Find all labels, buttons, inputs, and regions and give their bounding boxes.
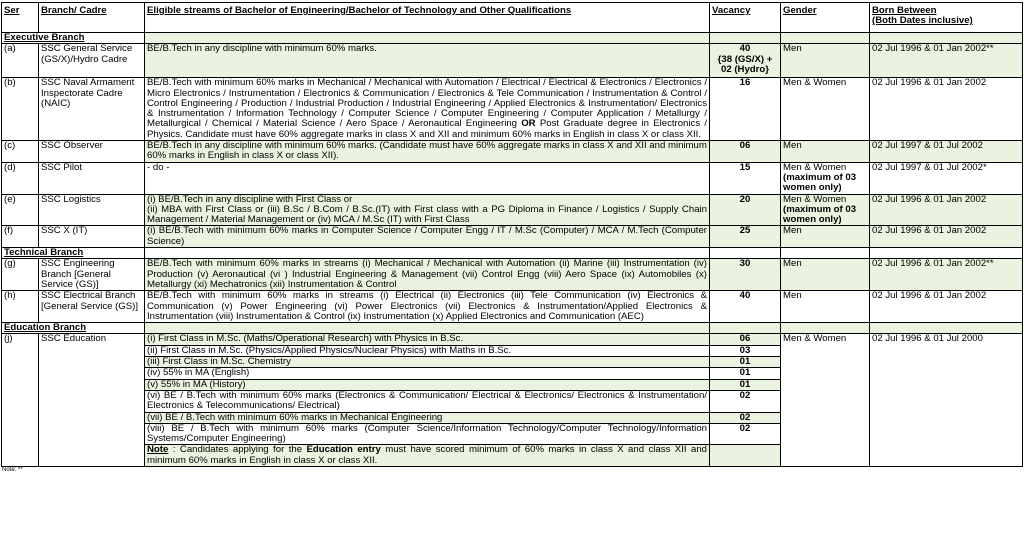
row-born: 02 Jul 1997 & 01 Jul 2002 bbox=[870, 141, 1023, 163]
table-row bbox=[2, 44, 1023, 78]
row-ser: (e) bbox=[2, 194, 39, 226]
row-gender bbox=[781, 194, 870, 226]
table-row bbox=[2, 194, 1023, 226]
education-note bbox=[145, 445, 710, 467]
row-vacancy: 15 bbox=[710, 162, 781, 194]
education-vacancy: 01 bbox=[710, 379, 781, 390]
section-technical bbox=[2, 248, 1023, 259]
section-title: Education Branch bbox=[2, 323, 145, 334]
row-gender: Men & Women bbox=[781, 78, 870, 141]
header-born-label: Born Between bbox=[872, 5, 937, 16]
row-branch: SSC X (IT) bbox=[39, 226, 145, 248]
row-ser: (g) bbox=[2, 259, 39, 291]
education-vacancy: 01 bbox=[710, 368, 781, 379]
education-row bbox=[2, 334, 1023, 345]
row-ser: (a) bbox=[2, 44, 39, 78]
streams-part-b: Post Graduate degree in Electronics / Physics. Candidate must have 60% aggregate marks in class X and XII and minimum 60% marks in English in class X or class XII. bbox=[147, 118, 707, 140]
note-text-b: must have scored minimum of 60% marks in class X and class XII and minimum 60% marks in English in class X or class XII. bbox=[147, 444, 707, 466]
table-row bbox=[2, 78, 1023, 141]
header-gender: Gender bbox=[781, 3, 870, 33]
row-vacancy: 16 bbox=[710, 78, 781, 141]
header-row bbox=[2, 3, 1023, 33]
row-branch: SSC Engineering Branch [General Service (GS)] bbox=[39, 259, 145, 291]
streams-line-2: (ii) MBA with First Class or (iii) B.Sc / B.Com / B.Sc.(IT) with First class with a PG Diploma in Finance / Logistics / Supply Chain Management / Material Management or (iv) MCA / M.Sc (IT) with First Class bbox=[147, 203, 707, 226]
gender-note: (maximum of 03 women only) bbox=[783, 203, 857, 226]
row-born: 02 Jul 1996 & 01 Jan 2002** bbox=[870, 44, 1023, 78]
row-born: 02 Jul 1996 & 01 Jan 2002 bbox=[870, 291, 1023, 323]
gender-note: (maximum of 03 women only) bbox=[783, 171, 857, 194]
table-row bbox=[2, 141, 1023, 163]
row-streams: BE/B.Tech with minimum 60% marks in streams (i) Mechanical / Mechanical with Automation (ii) Marine (iii) Instrumentation (iv) Production (v) Aeronautical (vi ) Industrial Engineering & Management (vii) Control Engg (viii) Aero Space (ix) Automobiles (x) Metallurgy (xi) Mechatronics (xii) Instrumentation & Control bbox=[145, 259, 710, 291]
education-item: (vii) BE / B.Tech with minimum 60% marks in Mechanical Engineering bbox=[145, 412, 710, 423]
education-item: (viii) BE / B.Tech with minimum 60% marks (Computer Science/Information Technology/Computer Technology/Information Systems/Computer Engineering) bbox=[145, 423, 710, 445]
education-vacancy: 03 bbox=[710, 345, 781, 356]
row-branch: SSC Logistics bbox=[39, 194, 145, 226]
row-branch: SSC Naval Armament Inspectorate Cadre (NAIC) bbox=[39, 78, 145, 141]
row-born: 02 Jul 1996 & 01 Jan 2002** bbox=[870, 259, 1023, 291]
row-ser: (h) bbox=[2, 291, 39, 323]
streams-part-a: BE/B.Tech with minimum 60% marks in Mechanical / Mechanical with Automation / Electrical / Electrical & Electronics / Electronics / Micro Electronics / Instrumentation / Electronics & Communication / Electronics & Tele Communication / Instrumentation & Control / Control Engineering / Production / Industrial Production / Industrial Engineering / Applied Electronics & Instrumentation/ Electronics & Instrumentation / Information Technology / Computer Science / Computer Engineering / Computer Application / Metallurgy / Metallurgical / Chemical / Material Science / Aero Space / Aeronautical Engineering bbox=[147, 77, 707, 130]
row-vacancy bbox=[710, 44, 781, 78]
section-title: Technical Branch bbox=[2, 248, 145, 259]
row-streams bbox=[145, 78, 710, 141]
row-born: 02 Jul 1997 & 01 Jul 2002* bbox=[870, 162, 1023, 194]
row-gender: Men bbox=[781, 259, 870, 291]
row-gender bbox=[781, 162, 870, 194]
education-item: (vi) BE / B.Tech with minimum 60% marks (Electronics & Communication/ Electrical & Electronics/ Electronics & Instrumentation/ Electronics & Telecommunications/ Electrical) bbox=[145, 390, 710, 412]
streams-or: OR bbox=[521, 118, 536, 130]
row-branch: SSC Pilot bbox=[39, 162, 145, 194]
streams-line-1: (i) BE/B.Tech in any discipline with First Class or bbox=[147, 193, 353, 205]
row-vacancy: 20 bbox=[710, 194, 781, 226]
row-vacancy: 06 bbox=[710, 141, 781, 163]
section-executive bbox=[2, 33, 1023, 44]
table-row bbox=[2, 226, 1023, 248]
row-branch: SSC General Service (GS/X)/Hydro Cadre bbox=[39, 44, 145, 78]
row-branch: SSC Observer bbox=[39, 141, 145, 163]
header-ser: Ser bbox=[2, 3, 39, 33]
education-vacancy: 01 bbox=[710, 357, 781, 368]
header-born-sub: (Both Dates inclusive) bbox=[872, 15, 973, 27]
row-gender: Men & Women bbox=[781, 334, 870, 467]
footer-note: Note: ** bbox=[2, 466, 23, 473]
row-vacancy: 30 bbox=[710, 259, 781, 291]
row-gender: Men bbox=[781, 141, 870, 163]
header-branch: Branch/ Cadre bbox=[39, 3, 145, 33]
row-streams: BE/B.Tech in any discipline with minimum 60% marks. (Candidate must have 60% aggregate marks in class X and XII and minimum 60% marks in English in class X or class XII). bbox=[145, 141, 710, 163]
gender-label: Men & Women bbox=[783, 161, 847, 173]
row-streams: (i) BE/B.Tech with minimum 60% marks in Computer Science / Computer Engg / IT / M.Sc (Computer) / MCA / M.Tech (Computer Science) bbox=[145, 226, 710, 248]
vacancy-split: {38 (GS/X) + 02 (Hydro} bbox=[717, 53, 773, 75]
row-gender: Men bbox=[781, 291, 870, 323]
header-born bbox=[870, 3, 1023, 33]
row-streams bbox=[145, 194, 710, 226]
row-ser: (j) bbox=[2, 334, 39, 467]
row-branch: SSC Electrical Branch [General Service (GS)] bbox=[39, 291, 145, 323]
note-bold: Education entry bbox=[306, 444, 381, 456]
note-text-a: : Candidates applying for the bbox=[172, 444, 303, 456]
row-ser: (c) bbox=[2, 141, 39, 163]
row-branch: SSC Education bbox=[39, 334, 145, 467]
row-streams: - do - bbox=[145, 162, 710, 194]
education-item: (v) 55% in MA (History) bbox=[145, 379, 710, 390]
row-vacancy: 40 bbox=[710, 291, 781, 323]
header-vacancy: Vacancy bbox=[710, 3, 781, 33]
row-born: 02 Jul 1996 & 01 Jan 2002 bbox=[870, 78, 1023, 141]
row-streams: BE/B.Tech with minimum 60% marks in streams (i) Electrical (ii) Electronics (iii) Tele Communication (iv) Electronics & Communication (v) Power Engineering (vi) Power Electronics (vii) Electronics & Instrumentation/Applied Electronics & Instrumentation (viii) Instrumentation & Control (ix) Instrumentation (x) Applied Electronics and Communication (AEC) bbox=[145, 291, 710, 323]
eligibility-table bbox=[1, 2, 1023, 467]
education-item: (iii) First Class in M.Sc. Chemistry bbox=[145, 357, 710, 368]
row-ser: (b) bbox=[2, 78, 39, 141]
education-vacancy: 02 bbox=[710, 423, 781, 445]
table-row bbox=[2, 259, 1023, 291]
row-born: 02 Jul 1996 & 01 Jan 2002 bbox=[870, 194, 1023, 226]
education-item: (i) First Class in M.Sc. (Maths/Operational Research) with Physics in B.Sc. bbox=[145, 334, 710, 345]
education-item: (iv) 55% in MA (English) bbox=[145, 368, 710, 379]
note-label: Note bbox=[147, 444, 169, 456]
row-vacancy: 25 bbox=[710, 226, 781, 248]
table-row bbox=[2, 162, 1023, 194]
row-born: 02 Jul 1996 & 01 Jul 2000 bbox=[870, 334, 1023, 467]
row-ser: (f) bbox=[2, 226, 39, 248]
education-vacancy: 06 bbox=[710, 334, 781, 345]
section-education bbox=[2, 323, 1023, 334]
row-born: 02 Jul 1996 & 01 Jan 2002 bbox=[870, 226, 1023, 248]
education-vacancy: 02 bbox=[710, 412, 781, 423]
row-gender: Men bbox=[781, 226, 870, 248]
row-streams: BE/B.Tech in any discipline with minimum 60% marks. bbox=[145, 44, 710, 78]
gender-label: Men & Women bbox=[783, 193, 847, 205]
education-item: (ii) First Class in M.Sc. (Physics/Applied Physics/Nuclear Physics) with Maths in B.Sc. bbox=[145, 345, 710, 356]
section-title: Executive Branch bbox=[2, 33, 145, 44]
table-row bbox=[2, 291, 1023, 323]
vacancy-total: 40 bbox=[739, 43, 751, 55]
header-streams: Eligible streams of Bachelor of Engineering/Bachelor of Technology and Other Qualifications bbox=[145, 3, 710, 33]
row-ser: (d) bbox=[2, 162, 39, 194]
education-vacancy: 02 bbox=[710, 390, 781, 412]
row-gender: Men bbox=[781, 44, 870, 78]
